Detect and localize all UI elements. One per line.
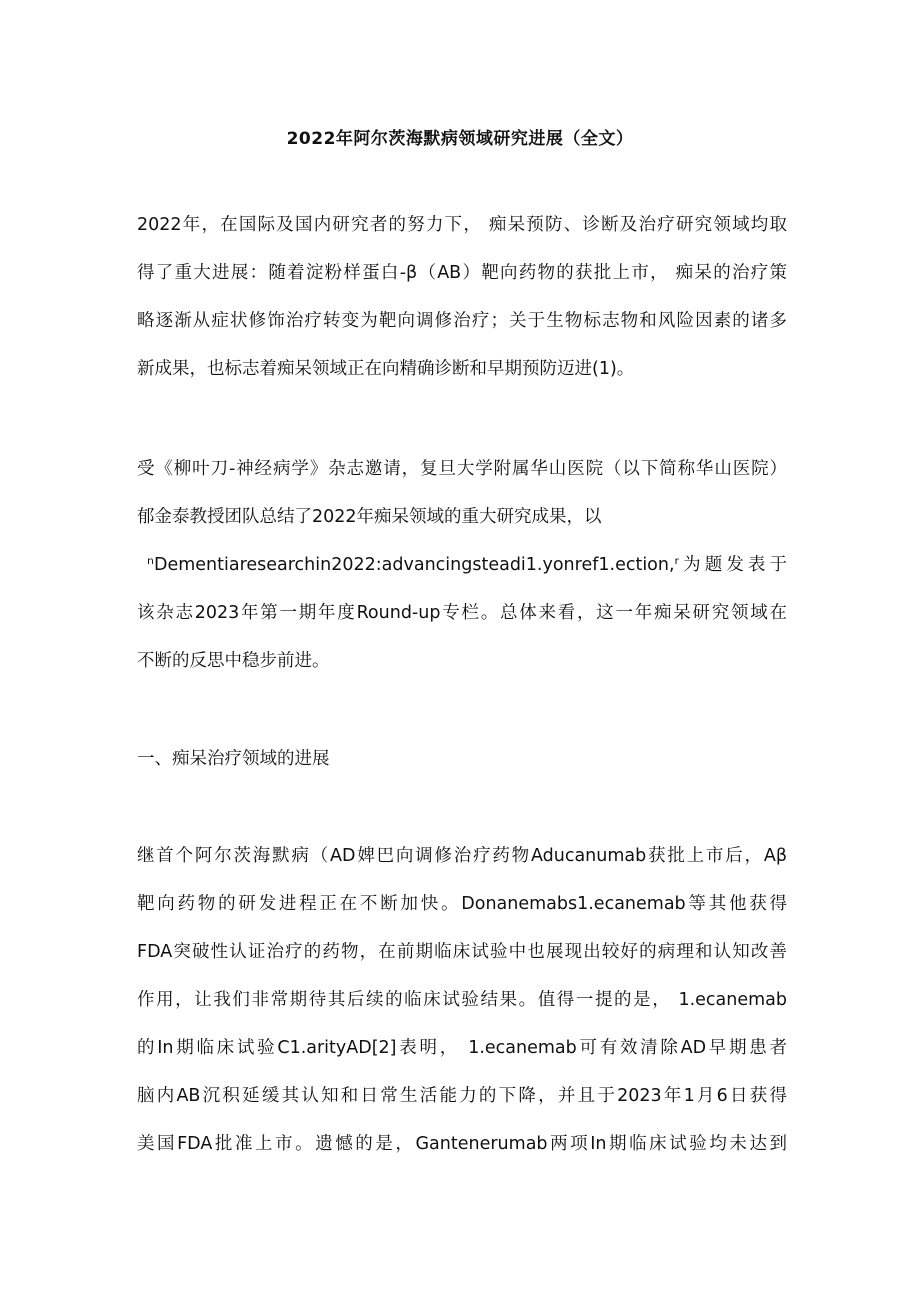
paragraph-line: 新成果，也标志着痴呆领域正在向精确诊断和早期预防迈进(1)。 (137, 359, 635, 379)
paragraph-line: FDA突破性认证治疗的药物，在前期临床试验中也展现出较好的病理和认知改善 (137, 942, 787, 962)
document-title: 2022年阿尔茨海默病领域研究进展（全文） (286, 129, 634, 149)
paragraph-line: 的In期临床试验C1.arityAD[2]表明， 1.ecanemab可有效清除AD早期患者 (137, 1038, 787, 1058)
paragraph-line: ⁿDementiaresearchin2022:advancingsteadi1.yonref1.ection,ʳ为题发表于 (147, 555, 787, 575)
journal-paragraph (137, 454, 787, 694)
paragraph-line: 得了重大进展：随着淀粉样蛋白-β（AB）靶向药物的获批上市， 痴呆的治疗策 (137, 263, 787, 283)
paragraph-line: 作用，让我们非常期待其后续的临床试验结果。值得一提的是， 1.ecanemab (137, 990, 787, 1010)
paragraph-line: 该杂志2023年第一期年度Round-up专栏。总体来看，这一年痴呆研究领域在 (137, 603, 787, 623)
treatment-paragraph (137, 841, 787, 1177)
paragraph-line: 略逐渐从症状修饰治疗转变为靶向调修治疗；关于生物标志物和风险因素的诸多 (137, 311, 787, 331)
intro-paragraph (137, 210, 787, 402)
paragraph-line: 靶向药物的研发进程正在不断加快。Donanemabs1.ecanemab等其他获得 (137, 894, 787, 914)
paragraph-line: 美国FDA批准上市。遗憾的是，Gantenerumab两项In期临床试验均未达到 (137, 1134, 787, 1154)
paragraph-line: 2022年，在国际及国内研究者的努力下， 痴呆预防、诊断及治疗研究领域均取 (137, 215, 787, 235)
paragraph-line: 郁金泰教授团队总结了2022年痴呆领域的重大研究成果，以 (137, 507, 602, 527)
paragraph-line: 脑内AB沉积延缓其认知和日常生活能力的下降，并且于2023年1月6日获得 (137, 1086, 787, 1106)
paragraph-line: 不断的反思中稳步前进。 (137, 651, 330, 671)
paragraph-line: 继首个阿尔茨海默病（AD婢巴向调修治疗药物Aducanumab获批上市后，Aβ (137, 846, 787, 866)
section-heading: 一、痴呆治疗领域的进展 (137, 749, 330, 769)
paragraph-line: 受《柳叶刀-神经病学》杂志邀请，复旦大学附属华山医院（以下简称华山医院） (137, 459, 787, 479)
